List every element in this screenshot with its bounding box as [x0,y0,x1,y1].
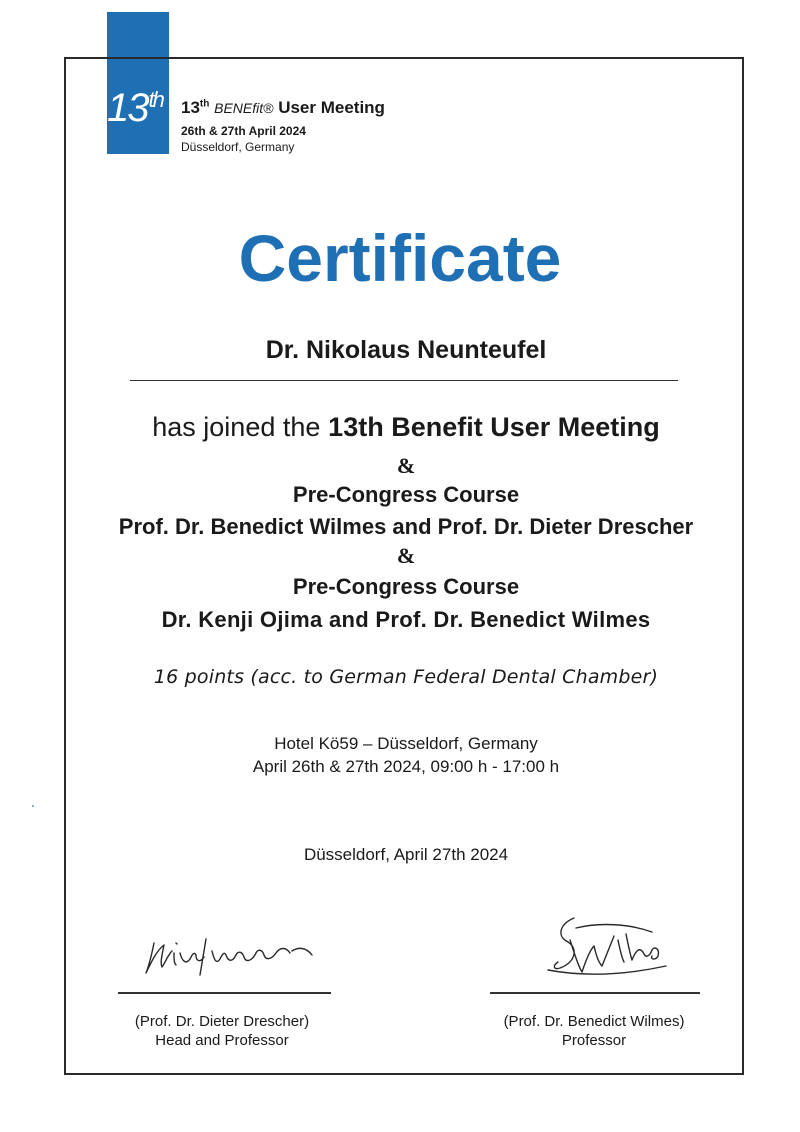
logo-suffix: th [148,87,163,112]
joined-lead: has joined the [152,412,321,442]
signature-left [140,925,340,990]
signatory-right-name: (Prof. Dr. Benedict Wilmes) [503,1013,685,1030]
event-timing: April 26th & 27th 2024, 09:00 h - 17:00 h [252,757,560,776]
joined-statement [0,411,800,443]
meeting-title [181,98,385,118]
meeting-ordinal-suffix: th [199,98,210,110]
logo-number: 13 [107,86,148,130]
meeting-ordinal: 13 [181,98,200,117]
meeting-name: User Meeting [278,98,385,117]
certificate-title: Certificate [238,221,562,295]
course1-title: Pre-Congress Course [292,482,520,507]
issue-place-date: Düsseldorf, April 27th 2024 [303,845,509,864]
recipient-name: Dr. Nikolaus Neunteufel [265,336,547,364]
ampersand-2: & [396,543,416,568]
signatory-right-role: Professor [561,1032,627,1049]
meeting-dates: 26th & 27th April 2024 [181,124,306,138]
course2-title: Pre-Congress Course [292,574,520,599]
ampersand-1: & [396,453,416,478]
cme-points: 16 points (acc. to German Federal Dental Chamber) [153,666,659,688]
venue: Hotel Kö59 – Düsseldorf, Germany [274,734,538,753]
signatory-left-name: (Prof. Dr. Dieter Drescher) [134,1013,310,1030]
signature-right [540,910,680,990]
course2-presenters: Dr. Kenji Ojima and Prof. Dr. Benedict Wilmes [161,607,651,632]
course1-presenters: Prof. Dr. Benedict Wilmes and Prof. Dr. Dieter Drescher [118,514,694,539]
signature-line-left [118,992,331,994]
recipient-underline [130,380,678,381]
meeting-location: Düsseldorf, Germany [181,140,295,154]
signatory-left-role: Head and Professor [155,1032,289,1049]
meeting-brand: BENEfit® [214,100,274,116]
signature-line-right [490,992,700,994]
joined-event: 13th Benefit User Meeting [328,412,660,442]
scan-speck [32,805,34,807]
